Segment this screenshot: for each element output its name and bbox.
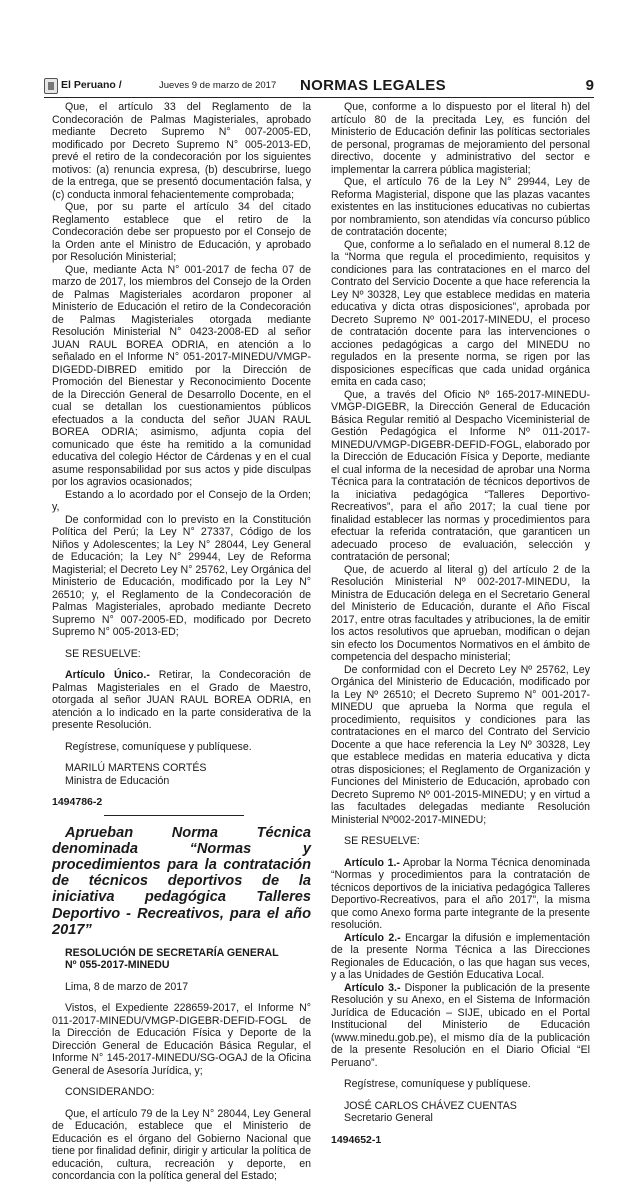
considerando-heading: CONSIDERANDO: [65,1086,155,1099]
paragraph: Estando a lo acordado por el Consejo de la Orden; y, [52,488,311,513]
paragraph: Que, conforme a lo señalado en el numeral 8.12 de la “Norma que regula el procedimiento, requisitos y condiciones para las contrataciones en el marco del Contrato del Servicio Docente a que hace referencia la Ley Nº 30328, Ley que establece medidas en materia educativa y dicta otras disposiciones”, aprobada por Decreto Supremo Nº 001-2017-MINEDU, el proceso de contratación docente para las intervenciones o acciones pedagógicas a cargo del MINEDU no regulados en la presente norma, se rigen por las disposiciones específicas que cada unidad orgánica emita en cada caso; [331,238,590,388]
signer-name: JOSÉ CARLOS CHÁVEZ CUENTAS [344,1099,517,1112]
paragraph: Que, el artículo 33 del Reglamento de la Condecoración de Palmas Magisteriales, aprobado mediante Decreto Supremo N° 007-2005-ED, modificado por Decreto Supremo N° 005-2013-ED, prevé el retiro de la condecoración por los siguientes motivos: (a) renuncia expresa, (b) descubrirse, luego de la entrega, que se presentó documentación falsa, y (c) conducta inmoral fehacientemente comprobada; [52,101,311,201]
newspaper-logo-icon [44,78,58,94]
resuelve-heading: SE RESUELVE: [344,835,420,847]
right-column [331,101,590,1146]
article-label: Artículo 1.- [344,856,400,869]
article-1 [331,857,590,932]
paragraph: Que, a través del Oficio Nº 165-2017-MINEDU-VMGP-DIGEBR, la Dirección General de Educación Básica Regular remitió al Despacho Viceministerial de Gestión Pedagógica el Informe Nº 011-2017-MINEDU/VMGP-DIGEBR-DEFID-FOGL, elaborado por la Dirección de Educación Física y Deporte, mediante el cual informa de la necesidad de aprobar una Norma Técnica para la contratación de técnicos deportivos de la iniciativa pedagógica “Talleres Deportivo-Recreativos”, para el año 2017; la cual tiene por finalidad establecer las normas y procedimientos para efectuar la referida contratación, que garanticen un adecuado proceso de evaluación, selección y contratación de personal; [331,388,591,563]
vistos-paragraph: Vistos, el Expediente 228659-2017, el Informe N° 011-2017-MINEDU/VMGP-DIGEBR-DEFID-FOGL de la Dirección de Educación Física y Deporte de la Dirección General de Educación Básica Regular, el Informe N° 145-2017-MINEDU/SG-OGAJ de la Oficina General de Asesoría Jurídica, y; [52,1002,311,1077]
signer-title: Ministra de Educación [65,774,170,787]
closing-formula: Regístrese, comuníquese y publíquese. [344,1078,531,1090]
signer-title: Secretario General [344,1112,433,1124]
closing-formula: Regístrese, comuníquese y publíquese. [65,740,252,753]
reference-number: 1494786-2 [52,796,103,808]
publication-date: Jueves 9 de marzo de 2017 [159,80,277,91]
paragraph: Que, el artículo 76 de la Ley N° 29944, Ley de Reforma Magisterial, dispone que las plazas vacantes existentes en las instituciones educativas no cubiertas por nombramiento, son atendidas vía concurso público de contratación docente; [331,176,590,238]
paragraph: De conformidad con lo previsto en la Constitución Política del Perú; la Ley N° 27337, Código de los Niños y Adolescentes; la Ley N° 28044, Ley General de Educación; la Ley N° 29944, Ley de Reforma Magisterial; el Decreto Ley N° 25762, Ley Orgánica del Ministerio de Educación, modificado por la Ley N° 26510; y, el Reglamento de la Condecoración de Palmas Magisteriales, aprobado mediante Decreto Supremo N° 007-2005-ED, modificado por Decreto Supremo N° 005-2013-ED; [52,513,311,638]
resuelve-heading: SE RESUELVE: [65,647,141,660]
article-text: Aprobar la Norma Técnica denominada “Normas y procedimientos para la contratación de técnicos deportivos de la iniciativa pedagógica Talleres Deportivo-Recreativos, para el año 2017”, la misma que como Anexo forma parte integrante de la presente resolución. [331,856,590,931]
paragraph: Que, por su parte el artículo 34 del citado Reglamento establece que el retiro de la Condecoración debe ser propuesto por el Consejo de la Orden ante el Ministro de Educación, y aprobado por Resolución Ministerial; [52,201,311,263]
resolution-heading-line-2: Nº 055-2017-MINEDU [65,959,170,972]
signer-name: MARILÚ MARTENS CORTÉS [65,762,207,774]
resolution-heading-line-1: RESOLUCIÓN DE SECRETARÍA GENERAL [65,946,279,959]
left-column [52,101,311,1183]
article-unico [52,669,311,732]
article-text: Encargar la difusión e implementación de la presente Norma Técnica a las Direcciones Regionales de Educación, o las que hagan sus veces, y a las Unidades de Gestión Educativa Local. [331,931,591,981]
paragraph: De conformidad con el Decreto Ley Nº 25762, Ley Orgánica del Ministerio de Educación, modificado por la Ley Nº 26510; el Decreto Supremo N° 001-2017-MINEDU que aprueba la Norma que regula el procedimiento, requisitos y condiciones para las contrataciones en el marco del Contrato del Servicio Docente a que hace referencia la Ley Nº 30328, Ley que establece medidas en materia educativa y dicta otras disposiciones; el Reglamento de Organización y Funciones del Ministerio de Educación, aprobado con Decreto Supremo Nº 001-2015-MINEDU; y en virtud a las facultades delegadas mediante Resolución Ministerial Nº002-2017-MINEDU; [331,663,590,826]
page-number: 9 [585,77,594,94]
article-2 [331,932,590,982]
paragraph: Que, el artículo 79 de la Ley N° 28044, Ley General de Educación, establece que el Ministerio de Educación es el órgano del Gobierno Nacional que tiene por finalidad definir, dirigir y articular la política de educación, cultura, recreación y deporte, en concordancia con la política general del Estado; [52,1107,311,1183]
paragraph: Que, de acuerdo al literal g) del artículo 2 de la Resolución Ministerial Nº 002-2017-MINEDU, la Ministra de Educación delega en el Secretario General del Ministerio de Educación, durante el Año Fiscal 2017, entre otras facultades y atribuciones, la de emitir los actos resolutivos que aprueban, modifican o dejan sin efecto los Documentos Normativos en el ámbito de competencia del despacho ministerial; [331,563,590,663]
article-text: Retirar, la Condecoración de Palmas Magisteriales en el Grado de Maestro, otorgada al señor JUAN RAUL BOREA ODRIA, en atención a lo indicado en la parte considerativa de la presente Resolución. [52,669,311,731]
header-divider [44,97,594,98]
article-label: Artículo 2.- [344,931,401,944]
norm-title: Aprueban Norma Técnica denominada “Normas y procedimientos para la contratación de técnicos deportivos de la iniciativa pedagógica Talleres Deportivo - Recreativos, para el año 2017” [52,824,311,938]
paragraph: Que, conforme a lo dispuesto por el literal h) del artículo 80 de la precitada Ley, es función del Ministerio de Educación definir las políticas sectoriales de personal, programas de mejoramiento del personal directivo, docente y administrativo del sector e implementar la carrera pública magisterial; [331,101,590,176]
section-title: NORMAS LEGALES [300,77,446,94]
article-3 [331,982,590,1070]
reference-number: 1494652-1 [331,1133,382,1146]
place-date: Lima, 8 de marzo de 2017 [65,980,189,993]
article-label: Artículo 3.- [344,981,401,994]
newspaper-name: El Peruano / [61,79,122,91]
article-label: Artículo Único.- [65,669,150,681]
article-text: Disponer la publicación de la presente Resolución y su Anexo, en el Sistema de Información Jurídica de Educación – SIJE, ubicado en el Portal Institucional del Ministerio de Educación (www.minedu.gob.pe), el mismo día de la publicación de la presente Resolución en el Diario Oficial “El Peruano”. [331,981,591,1069]
page-header [44,76,594,96]
paragraph: Que, mediante Acta N° 001-2017 de fecha 07 de marzo de 2017, los miembros del Consejo de la Orden de Palmas Magisteriales acordaron proponer al Ministerio de Educación el retiro de la Condecoración de Palmas Magisteriales otorgada mediante Resolución Ministerial N° 0423-2008-ED al señor JUAN RAUL BOREA ODRIA, en atención a lo señalado en el Informe N° 051-2017-MINEDU/VMGP-DIGEDD-DIBRED emitido por la Dirección de Promoción del Bienestar y Reconocimiento Docente de la Dirección General de Desarrollo Docente, en el cual se detallan los cuestionamientos públicos efectuados a la conducta del señor JUAN RAUL BOREA ODRIA; asimismo, adjunta copia del comunicado que éste ha remitido a la comunidad educativa del colegio Héctor de Cárdenas y en el cual asume responsabilidad por sus actos y pide disculpas por los agravios ocasionados; [52,263,311,488]
